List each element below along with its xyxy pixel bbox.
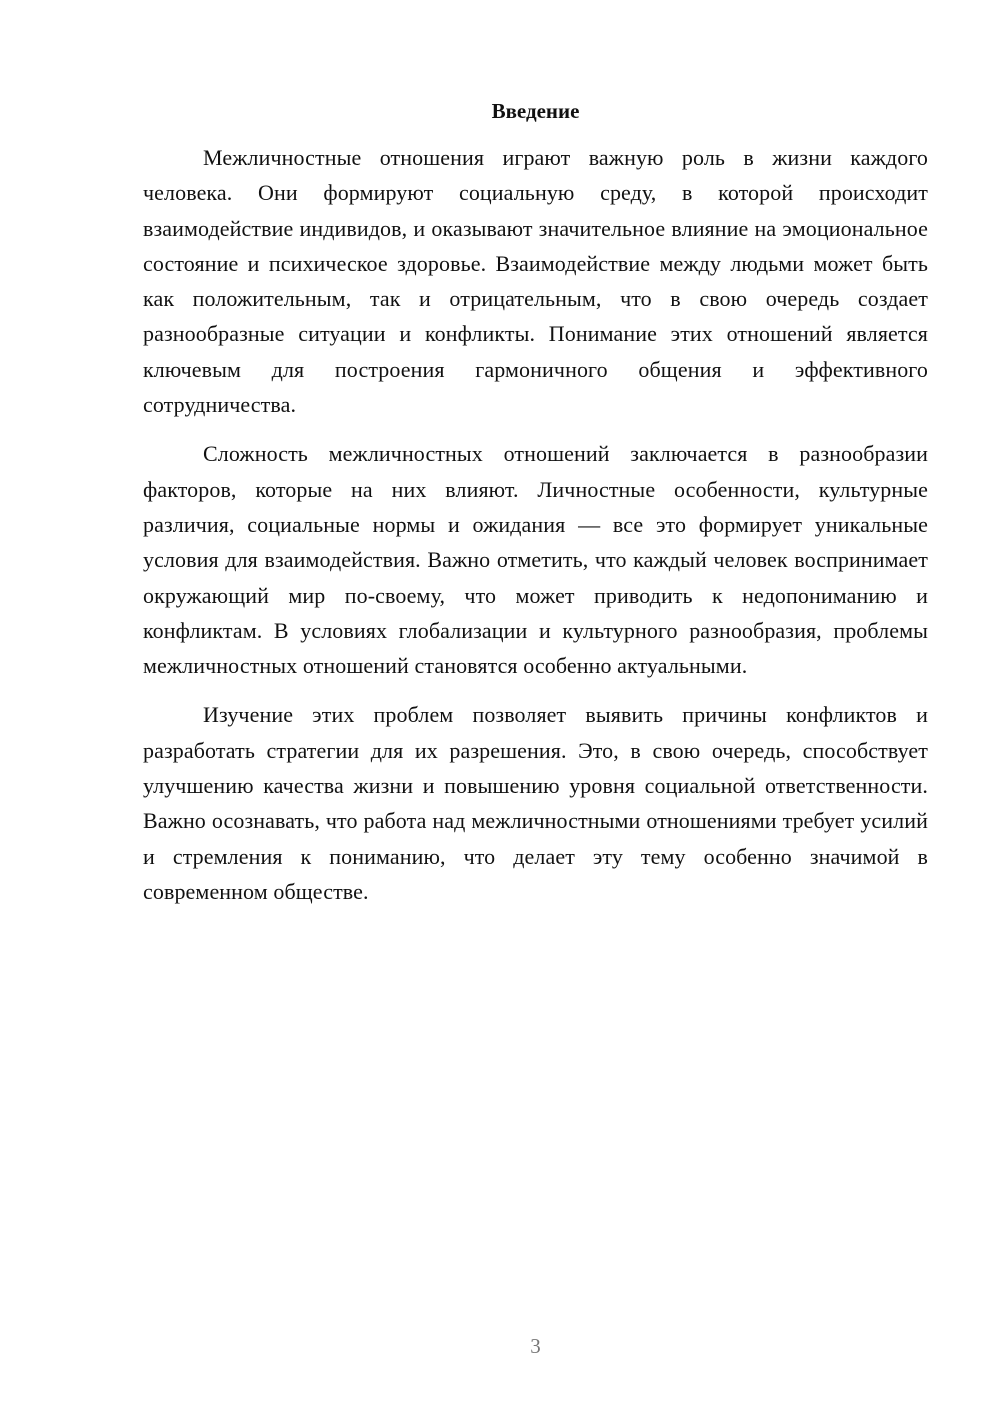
section-title: Введение (491, 99, 580, 123)
document-body (143, 96, 928, 923)
paragraph-1: Межличностные отношения играют важную роль в жизни каждого человека. Они формируют социальную среду, в которой происходит взаимодействие индивидов, и оказывают значительное влияние на эмоциональное состояние и психическое здоровье. Взаимодействие между людьми может быть как положительным, так и отрицательным, что в свою очередь создает разнообразные ситуации и конфликты. Понимание этих отношений является ключевым для построения гармоничного общения и эффективного сотрудничества. (143, 145, 928, 418)
paragraph-2: Сложность межличностных отношений заключается в разнообразии факторов, которые на них влияют. Личностные особенности, культурные различия, социальные нормы и ожидания — все это формирует уникальные условия для взаимодействия. Важно отметить, что каждый человек воспринимает окружающий мир по-своему, что может приводить к недопониманию и конфликтам. В условиях глобализации и культурного разнообразия, проблемы межличностных отношений становятся особенно актуальными. (143, 441, 928, 679)
paragraph-3: Изучение этих проблем позволяет выявить причины конфликтов и разработать стратегии для их разрешения. Это, в свою очередь, способствует улучшению качества жизни и повышению уровня социальной ответственности. Важно осознавать, что работа над межличностными отношениями требует усилий и стремления к пониманию, что делает эту тему особенно значимой в современном обществе. (143, 702, 928, 904)
page-number: 3 (530, 1334, 541, 1358)
